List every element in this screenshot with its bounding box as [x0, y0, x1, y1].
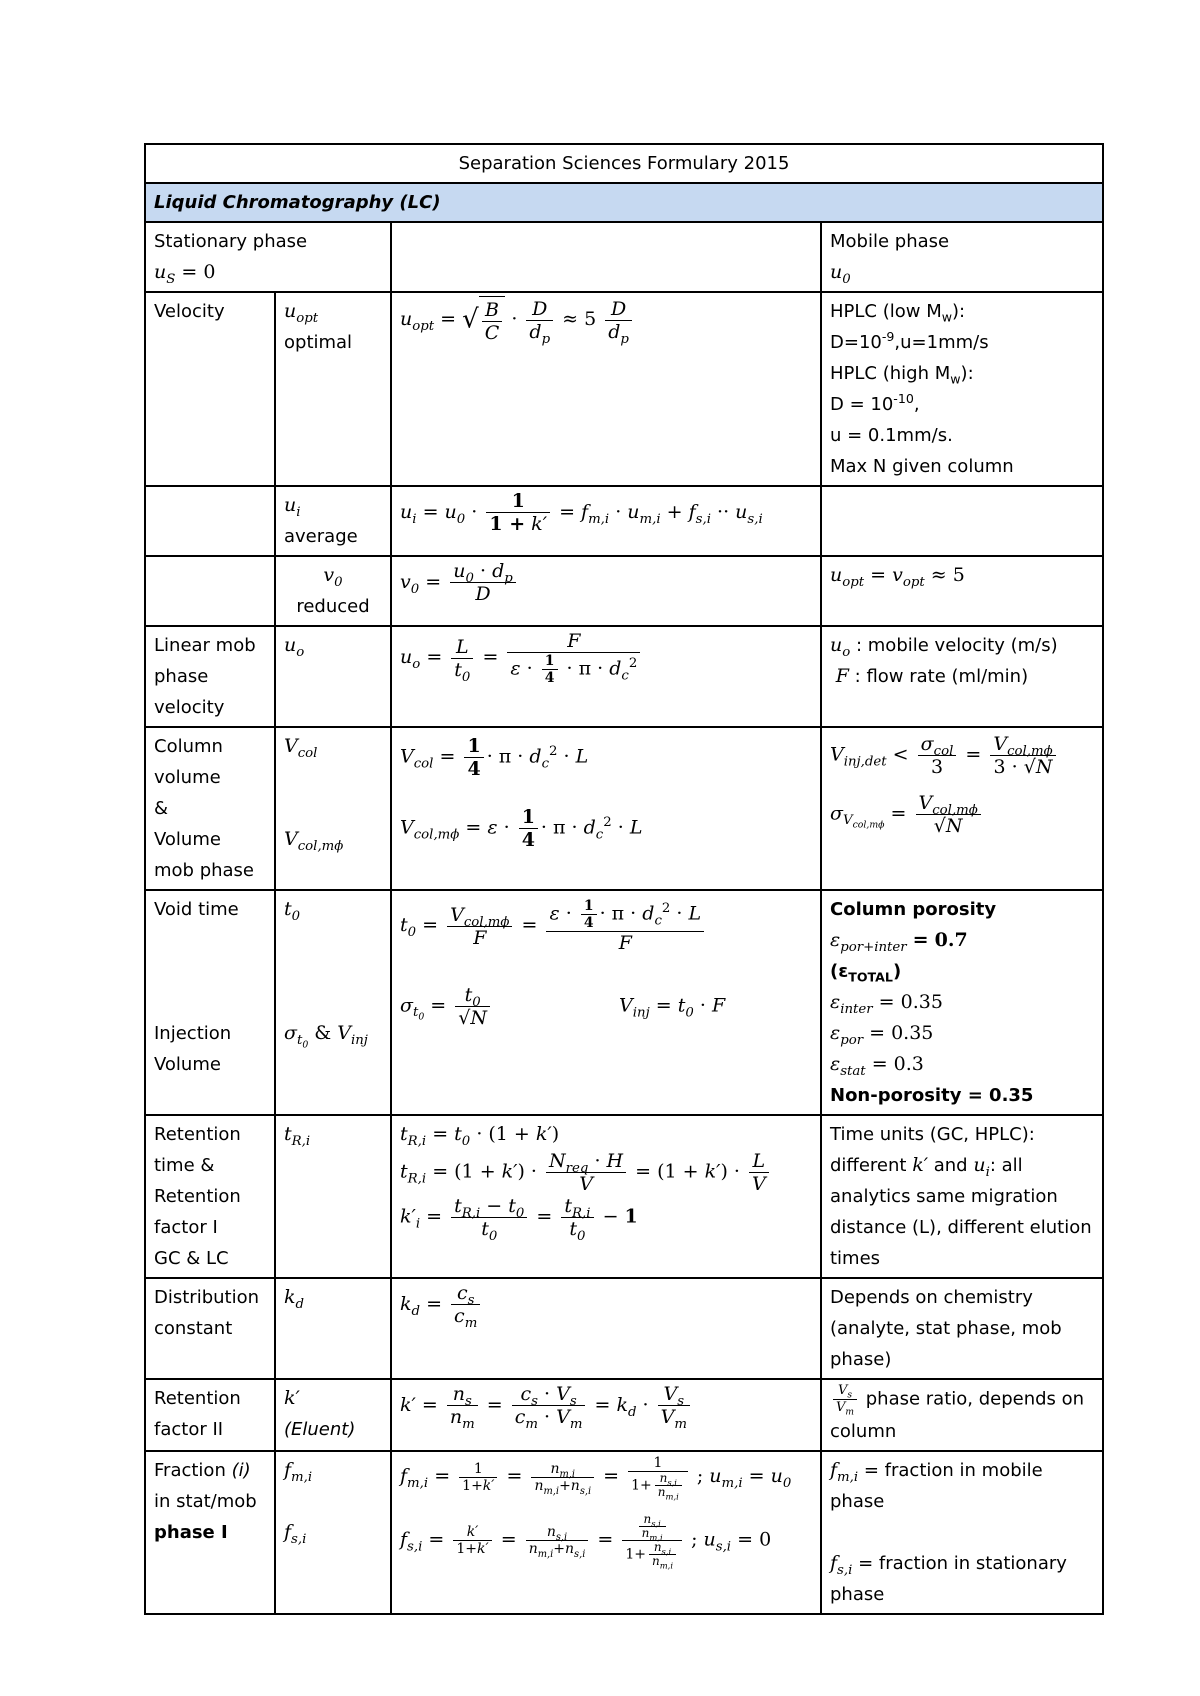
distribution-constant-label: Distribution constant	[145, 1278, 275, 1379]
hplc-high-d: $D = 10^{-10}$,	[830, 391, 920, 415]
hplc-low-mw: HPLC (low $M_w$):	[830, 301, 966, 325]
mobile-phase-cell	[821, 222, 1103, 292]
average-formula-cell	[391, 486, 821, 556]
v-col-mphi-formula: $V_{col,m\phi} = \varepsilon$ · $\frac{1}{4}$ · $\pi \cdot d_c^2 \cdot L$	[400, 806, 643, 851]
v0-formula: $v_0$ = $\frac{u_0 \cdot d_p}{D}$	[400, 571, 519, 593]
optimal-label: optimal	[284, 332, 353, 353]
sigma-v-formula: $\sigma_{V_{col,m\phi}}$ = $\frac{V_{col,m\phi}}{√N}$	[830, 792, 1094, 837]
retention-factor-2-symbol: k′ (Eluent)	[275, 1379, 391, 1451]
sigma-t0-formula: $\sigma_{t_0}$ = $\frac{t_0}{√N}$ $V_{inj} = t_0 \cdot F$	[400, 984, 726, 1029]
phase-header-row	[145, 222, 1103, 292]
formulary-table	[144, 143, 1104, 1615]
section-row	[145, 183, 1103, 222]
retention-time-notes: Time units (GC, HPLC): different k′ and $u_i$: all analytics same migration distance (L), different elution times	[821, 1115, 1103, 1278]
reduced-formula-cell	[391, 556, 821, 626]
v-col-formula: $V_{col}$ = $\frac{1}{4}$ · $\pi \cdot d_c^2 \cdot L$	[400, 735, 589, 780]
v0-symbol: $v_0$	[323, 564, 343, 590]
column-volume-formulas	[391, 727, 821, 890]
average-velocity-row	[145, 486, 1103, 556]
v-inj-det-formula: $V_{inj,det}$ < $\frac{\sigma_{col}}{3}$ = $\frac{V_{col,m\phi}}{3 \cdot √N}$	[830, 733, 1094, 778]
empty-cell	[145, 556, 275, 626]
reduced-velocity-row	[145, 556, 1103, 626]
f-m-formula: $f_{m,i}$ = $\frac{1}{1+k'}$ = $\frac{n_{m,i}}{n_{m,i}+n_{s,i}}$ = 1 1+ $\frac{n_{s,i}}{n_{m,i}}$ ; $u_{m,i} = u_0$	[400, 1455, 792, 1502]
velocity-row	[145, 292, 1103, 486]
reduced-label: reduced	[296, 596, 370, 617]
stationary-phase-cell	[145, 222, 391, 292]
column-volume-row	[145, 727, 1103, 890]
void-time-formulas	[391, 890, 821, 1115]
void-time-label: Void time Injection Volume	[145, 890, 275, 1115]
empty-cell	[145, 486, 275, 556]
column-volume-symbols: $V_{col}$ $V_{col,m\phi}$	[275, 727, 391, 890]
u-opt-symbol: $u_{opt}$	[284, 300, 319, 326]
fraction-notes: $f_{m,i}$ = fraction in mobile phase $f_{s,i}$ = fraction in stationary phase	[821, 1451, 1103, 1614]
average-symbol-cell	[275, 486, 391, 556]
velocity-label: Velocity	[145, 292, 275, 486]
stationary-velocity-formula: $u_S = 0$	[154, 261, 216, 287]
empty-cell	[821, 486, 1103, 556]
fraction-label: Fraction (i) in stat/mob phase I	[145, 1451, 275, 1614]
retention-time-row	[145, 1115, 1103, 1278]
distribution-constant-notes: Depends on chemistry (analyte, stat phase, mob phase)	[821, 1278, 1103, 1379]
distribution-constant-symbol: $k_d$	[275, 1278, 391, 1379]
void-time-symbols: $t_0$ $\sigma_{t_0}$ & $V_{inj}$	[275, 890, 391, 1115]
distribution-constant-row	[145, 1278, 1103, 1379]
u-i-formula: $u_i = u_0$ · $\frac{1}{1 + k'}$ = $f_{m,i} \cdot u_{m,i} + f_{s,i} \cdot\cdot u_{s,i}$	[400, 490, 763, 535]
u-i-symbol: $u_i$	[284, 494, 301, 520]
column-volume-label: Column volume & Volume mob phase	[145, 727, 275, 890]
f-s-formula: $f_{s,i}$ = $\frac{k'}{1+k'}$ = $\frac{n_{s,i}}{n_{m,i}+n_{s,i}}$ = $\frac{n_{s,i}}{n_{m,i}}$ 1+ $\frac{n_{s,i}}{n_{m,i}}$ ; $u_{s,i} = 0$	[400, 1512, 772, 1571]
t-r-formula-2: $t_{R,i} = (1 + k')$ · $\frac{N_{req} \cdot H}{V}$ = (1 + k′) · $\frac{L}{V}$	[400, 1150, 812, 1195]
document-title: Separation Sciences Formulary 2015	[145, 144, 1103, 183]
hplc-high-u: u = 0.1mm/s.	[830, 425, 953, 446]
u-opt-formula: $u_{opt}$ = √ $\frac{B}{C}$ · $\frac{D}{d_p}$ ≈ 5 $\frac{D}{d_p}$	[400, 308, 635, 330]
void-time-row	[145, 890, 1103, 1115]
fraction-formulas	[391, 1451, 821, 1614]
column-volume-notes	[821, 727, 1103, 890]
column-porosity-title: Column porosity	[830, 899, 997, 920]
linear-velocity-label: Linear mob phase velocity	[145, 626, 275, 727]
empty-cell	[391, 222, 821, 292]
fraction-symbols: $f_{m,i}$ $f_{s,i}$	[275, 1451, 391, 1614]
hplc-low-values: $D=10^{-9},u=1mm/s$	[830, 329, 989, 353]
velocity-formula-cell	[391, 292, 821, 486]
mobile-velocity-symbol: $u_0$	[830, 261, 851, 287]
stationary-phase-label: Stationary phase	[154, 231, 308, 252]
k-prime-formula: $k'_i$ = $\frac{t_{R,i} - t_0}{t_0}$ = $\frac{t_{R,i}}{t_0}$ − 1	[400, 1195, 638, 1244]
reduced-symbol-cell	[275, 556, 391, 626]
average-label: average	[284, 526, 358, 547]
fraction-row	[145, 1451, 1103, 1614]
retention-factor-2-row	[145, 1379, 1103, 1451]
column-porosity-cell: Column porosity $\varepsilon_{por+inter} = 0.7$ $(\varepsilon_{TOTAL})$ $\varepsilon_{inter} = 0.35$ $\varepsilon_{por} = 0.35$ $\varepsilon_{stat} = 0.3$ Non-porosity = 0.35	[821, 890, 1103, 1115]
u-opt-v-opt-relation: $u_{opt} = v_{opt} \approx 5$	[830, 564, 965, 590]
linear-velocity-notes: $u_o$ : mobile velocity (m/s) F : flow rate (ml/min)	[821, 626, 1103, 727]
retention-time-label: Retention time & Retention factor I GC & LC	[145, 1115, 275, 1278]
velocity-symbol-cell	[275, 292, 391, 486]
distribution-constant-formula: $k_d$ = $\frac{c_s}{c_m}$	[391, 1278, 821, 1379]
linear-velocity-symbol: $u_o$	[275, 626, 391, 727]
mobile-phase-label: Mobile phase	[830, 231, 950, 252]
section-heading: Liquid Chromatography (LC)	[145, 183, 1103, 222]
u-o-formula: $u_o$ = $\frac{L}{t_0}$ = F ε · $\frac{1}{4}$ · $\pi \cdot d_c^2$	[400, 646, 643, 668]
max-n-note: Max N given column	[830, 456, 1014, 477]
t-r-formula-1: $t_{R,i} = t_0 \cdot (1 + k')$	[400, 1123, 560, 1149]
retention-time-formulas	[391, 1115, 821, 1278]
retention-factor-2-formula: k′ = $\frac{n_s}{n_m}$ = $\frac{c_s \cdot V_s}{c_m \cdot V_m}$ = $k_d$ · $\frac{V_s}{V_m}$	[391, 1379, 821, 1451]
retention-time-symbol: $t_{R,i}$	[275, 1115, 391, 1278]
linear-velocity-row	[145, 626, 1103, 727]
velocity-notes-cell	[821, 292, 1103, 486]
hplc-high-mw: HPLC (high $M_w$):	[830, 363, 974, 387]
reduced-note-cell	[821, 556, 1103, 626]
linear-velocity-formula-cell	[391, 626, 821, 727]
non-porosity: Non-porosity = 0.35	[830, 1085, 1034, 1106]
title-row	[145, 144, 1103, 183]
retention-factor-2-notes: $\frac{V_s}{V_m}$ phase ratio, depends on column	[821, 1379, 1103, 1451]
t0-formula: $t_0$ = $\frac{V_{col,m\phi}}{F}$ = ε · $\frac{1}{4}$ · $\pi \cdot d_c^2 \cdot L$ F	[400, 898, 812, 954]
retention-factor-2-label: Retention factor II	[145, 1379, 275, 1451]
